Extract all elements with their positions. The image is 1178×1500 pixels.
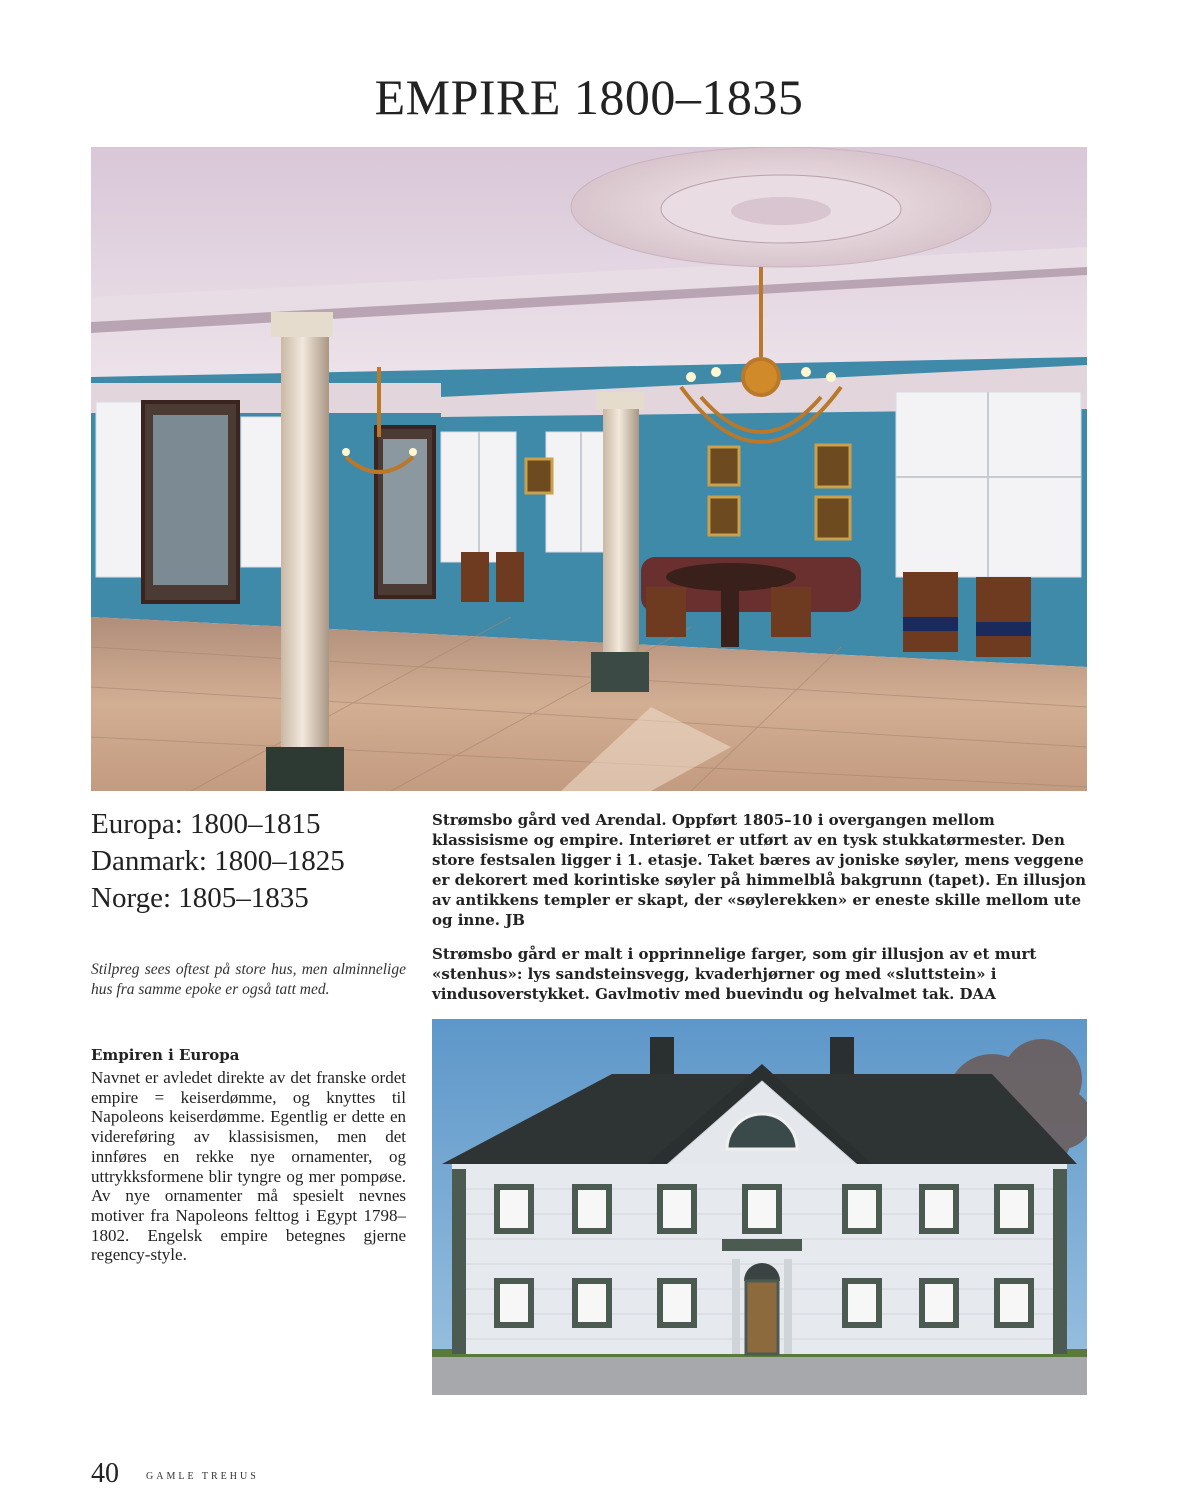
exterior-illustration	[432, 1019, 1087, 1395]
section-heading: Empiren i Europa	[91, 1046, 240, 1064]
interior-caption: Strømsbo gård ved Arendal. Oppført 1805–10 i overgangen mellom klassisisme og empire. Interiøret er utført av en tysk stukkatørmester. Den store festsalen ligger i 1. etasje. Taket bæres av joniske søyler, mens veggene er dekorert med korintiske søyler på himmelblå bakgrunn (tapet). En illusjon av antikkens templer er skapt, der «søylerekken» er eneste skille mellom ute og inne. JB	[432, 811, 1087, 929]
body-text: Navnet er avledet direkte av det franske ordet empire = keiserdømme, og knyttes til Napoleons keiserdømme. Egentlig er dette en videreføring av klassisismen, men det innføres en rekke nye ornamenter, og uttrykksformene blir tyngre og mer pompøse. Av nye ornamenter må spesielt nevnes motiver fra Napoleons felttog i Egypt 1798–1802. Engelsk empire betegnes gjerne regency-style.	[91, 1068, 406, 1265]
running-title: GAMLE TREHUS	[146, 1471, 259, 1482]
interior-photo	[91, 147, 1087, 791]
exterior-photo	[432, 1019, 1087, 1395]
intro-text: Stilpreg sees oftest på store hus, men alminnelige hus fra samme epoke er også tatt med.	[91, 961, 406, 998]
period-list	[91, 806, 421, 917]
page-title: EMPIRE 1800–1835	[374, 69, 804, 125]
period-norway: Norge: 1805–1835	[91, 882, 309, 914]
period-europe: Europa: 1800–1815	[91, 808, 321, 840]
exterior-caption: Strømsbo gård er malt i opprinnelige farger, som gir illusjon av et murt «stenhus»: lys sandsteinsvegg, kvaderhjørner og med «sluttstein» i vindusoverstykket. Gavlmotiv med buevindu og helvalmet tak. DAA	[432, 945, 1037, 1003]
interior-illustration	[91, 147, 1087, 791]
period-denmark: Danmark: 1800–1825	[91, 845, 345, 877]
page-number: 40	[91, 1458, 119, 1489]
